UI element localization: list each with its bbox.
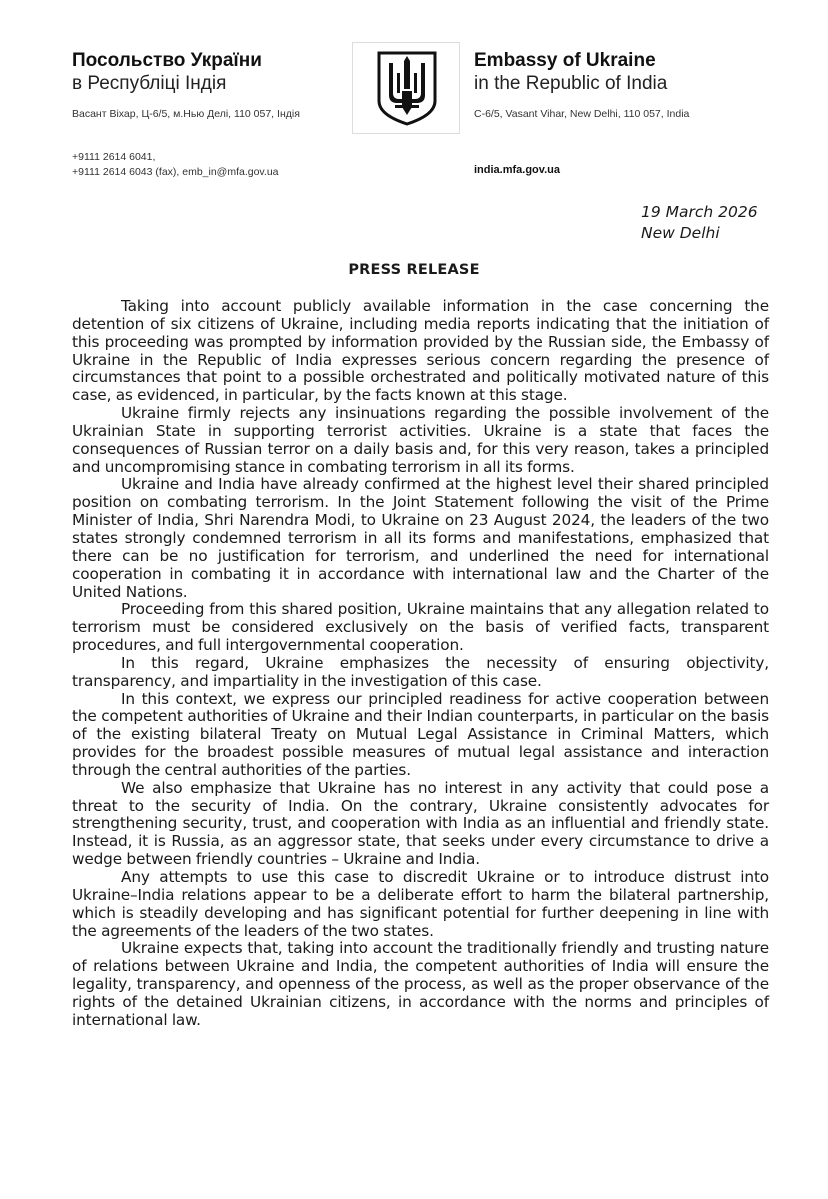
trident-coat-of-arms-icon [375,49,439,127]
en-embassy-title: Embassy of Ukraine [474,50,656,71]
paragraph: In this regard, Ukraine emphasizes the necessity of ensuring objectivity, transparency, and impartiality in the investigation of this case. [72,653,769,690]
paragraph: In this context, we express our principled readiness for active cooperation between the competent authorities of Ukraine and their Indian counterparts, in particular on the basis of the existing bilateral Treaty on Mutual Legal Assistance in Criminal Matters, which provides for the broadest possible measures of mutual legal assistance and interaction through the central authorities of the parties. [72,689,769,779]
phone-line: +9111 2614 6041, [72,151,156,163]
letterhead [0,0,828,190]
en-address: C-6/5, Vasant Vihar, New Delhi, 110 057, India [474,108,690,120]
english-letterhead [474,50,794,120]
date-place-block [641,202,758,244]
release-place: New Delhi [641,224,720,242]
paragraph: Ukraine expects that, taking into account the traditionally friendly and trusting nature of relations between Ukraine and India, the competent authorities of India will ensure the legality, transparency, and openness of the process, as well as the proper observance of the rights of the detained Ukrainian citizens, in accordance with the norms and principles of international law. [72,939,769,1029]
paragraph: Proceeding from this shared position, Ukraine maintains that any allegation related to terrorism must be considered exclusively on the basis of verified facts, transparent procedures, and full intergovernmental cooperation. [72,600,769,655]
website-link[interactable]: india.mfa.gov.ua [474,164,560,176]
paragraph: Taking into account publicly available information in the case concerning the detention of six citizens of Ukraine, including media reports indicating that the initiation of this proceeding was prompted by information provided by the Russian side, the Embassy of Ukraine in the Republic of India expresses serious concern regarding the presence of circumstances that point to a possible orchestrated and politically motivated nature of this case, as evidenced, in particular, by the facts known at this stage. [72,297,769,405]
ua-embassy-title: Посольство України [72,50,262,71]
coat-of-arms [352,42,460,134]
page-title: PRESS RELEASE [348,262,480,278]
paragraph: Ukraine and India have already confirmed at the highest level their shared principled position on combating terrorism. In the Joint Statement following the visit of the Prime Minister of India, Shri Narendra Modi, to Ukraine on 23 August 2024, the leaders of the two states strongly condemned terrorism in all its forms and manifestations, emphasized that there can be no justification for terrorism, and underlined the need for international cooperation in combating it in accordance with international law and the Charter of the United Nations. [72,475,769,601]
ua-embassy-subtitle: в Республіці Індія [72,73,227,94]
fax-email-line: +9111 2614 6043 (fax), emb_in@mfa.gov.ua [72,166,279,178]
ua-address: Васант Віхар, Ц-6/5, м.Нью Делі, 110 057, Індія [72,108,300,120]
press-release-body [72,298,769,1030]
contact-info [72,150,279,180]
release-date: 19 March 2026 [641,203,758,221]
paragraph: Any attempts to use this case to discredit Ukraine or to introduce distrust into Ukraine–India relations appear to be a deliberate effort to harm the bilateral partnership, which is steadily developing and has significant potential for further deepening in line with the agreements of the leaders of the two states. [72,868,769,940]
paragraph: Ukraine firmly rejects any insinuations regarding the possible involvement of the Ukrainian State in supporting terrorist activities. Ukraine is a state that faces the consequences of Russian terror on a daily basis and, for this very reason, takes a principled and uncompromising stance in combating terrorism in all its forms. [72,404,769,476]
paragraph: We also emphasize that Ukraine has no interest in any activity that could pose a threat to the security of India. On the contrary, Ukraine consistently advocates for strengthening security, trust, and cooperation with India as an influential and friendly state. Instead, it is Russia, as an aggressor state, that seeks under every circumstance to drive a wedge between friendly countries – Ukraine and India. [72,778,769,869]
ukrainian-letterhead [72,50,352,120]
en-embassy-subtitle: in the Republic of India [474,73,668,94]
